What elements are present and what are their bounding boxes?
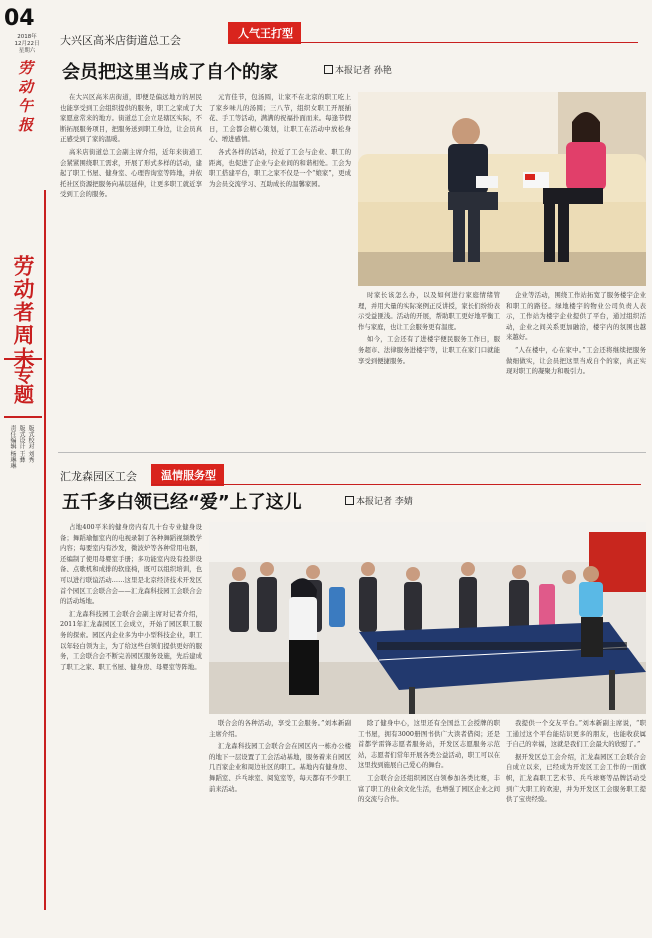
left-rule — [44, 190, 46, 910]
paragraph: 汇龙森科技园工会联合会副主席对记者介绍，2011年汇龙森园区工会成立，开始了园区职工服务的探索。园区内企业多为中小型科技企业，职工以年轻白领为主，为了给这些白领们提供更好的服务，工会联合会不断完善园区服务设施，先后建成了职工之家、职工书屋、健身房、母婴室等阵地。 — [60, 609, 202, 671]
article-divider — [58, 452, 646, 453]
article1-tag-rule — [228, 42, 638, 43]
paragraph: “人在楼中，心在家中。”工会还将继续把服务做细做实，让会员把这里当成自个的家，真正实现对职工的凝聚力和吸引力。 — [506, 345, 646, 376]
paragraph: 时家长该怎么办，以及如何进行家庭情绪管理，并用大量的实际案例正反讲授，家长们纷纷表示受益匪浅。活动的开展，帮助职工更好地平衡工作与家庭，也让工会服务更有温度。 — [358, 291, 500, 331]
credit-design: 版式设计 王彝 — [18, 425, 25, 463]
paragraph: 我提供一个交友平台。”刘本新副主席说，“职工通过这个平台能结识更多的朋友，也能收获属于自己的幸福，这就是我们工会最大的欣慰了。” — [506, 719, 646, 749]
article1-byline-text: 本报记者 孙艳 — [335, 66, 392, 76]
photo-lounge-interview — [358, 92, 646, 286]
credit-proofread: 版式校对 刘秀 — [27, 425, 34, 463]
article1-column-3 — [358, 290, 500, 368]
article1-column-2 — [209, 92, 351, 191]
photo-table-tennis — [209, 522, 646, 714]
issue-date — [12, 34, 42, 55]
article2-column-3 — [358, 718, 500, 807]
article1-header — [58, 8, 648, 88]
paragraph: 联合会的各种活动，享受工会服务。”刘本新副主席介绍。 — [209, 719, 351, 738]
article1-title[interactable]: 会员把这里当成了自个的家 — [62, 62, 278, 83]
newspaper-brand: 劳动午报 — [16, 60, 34, 136]
page-number: 04 — [4, 6, 35, 31]
article1-tag: 人气王打型 — [228, 22, 301, 44]
article2-kicker: 汇龙森园区工会 — [60, 470, 137, 483]
article2-title[interactable]: 五千多白领已经“爱”上了这儿 — [62, 492, 302, 513]
article2-column-2 — [209, 718, 351, 796]
paragraph: 企业等活动，围绕工作站拓宽了服务楼宇企业和职工的路径。绿地楼宇的物业公司负责人表示，工作站为楼宇企业提供了平台，通过组织活动，企业之间关系更加融洽，楼宇内的氛围也越来越好。 — [506, 291, 646, 342]
article2-byline-text: 本报记者 李婧 — [356, 497, 413, 507]
paragraph: 汇龙森科技园工会联合会在园区内一栋办公楼的地下一层设置了工会活动基地，服务着来自园区几百家企业和周边社区的职工。基地内有健身房、舞蹈室、乒乓球室、阅览室等，每天都有不少职工前来活动。 — [209, 742, 351, 793]
section-name: 劳动者周末 — [11, 255, 35, 370]
byline-square-icon — [324, 65, 333, 74]
paragraph: 如今，工会还有了进楼宇便民服务工作日，服务超市、法律服务进楼宇等，让职工在家门口就能享受到便捷服务。 — [358, 335, 500, 365]
article2-tag: 温情服务型 — [151, 464, 224, 486]
paragraph: 工会联合会还组织园区白领参加各类比赛，丰富了职工的业余文化生活，也增强了园区企业之间的交流与合作。 — [358, 773, 500, 804]
date-year: 2018年 — [17, 34, 37, 40]
paragraph: 元宵佳节，包汤圆，让家不在北京的职工吃上了家乡味儿的汤圆；三八节，组织女职工开展插花、手工等活动，满满的祝福扑面而来。每逢节假日，工会都会精心策划，让职工在活动中放松身心、增进感情。 — [209, 93, 351, 144]
paragraph: 高米店街道总工会副主席介绍，近年来街道工会紧紧围绕职工需求，开展了形式多样的活动，建起了职工书屋、健身室、心理咨询室等阵地，并依托社区资源把服务向基层延伸，让更多职工就近享受到工会的服务。 — [60, 147, 202, 199]
paragraph: 占地400平米的健身房内有几十台专业健身设备；舞蹈瑜伽室内的电视录制了各种舞蹈视频教学内容；每要室内有沙发，微波炉等各种常用电器，还编制了使用母婴室手册；多功能室内设有投影设备、点歌机和成排的软座椅，既可以组织培训，也可以进行联谊活动……这里是北京经济技术开发区首个园区工会联合会——汇龙森科技园工会联合会的活动场地。 — [60, 523, 202, 606]
editorial-credits — [8, 425, 35, 515]
date-day: 12月22日 — [14, 41, 40, 47]
paragraph: 在大兴区高米店街道，即便是偏远地方的居民也能享受到工会组织提供的服务，职工之家成了大家愿意常来的地方。街道总工会立足辖区实际，不断拓展服务项目，把服务送到职工身边，让会员真正感受到了家的温暖。 — [60, 93, 202, 144]
article2-column-4 — [506, 718, 646, 807]
paragraph: 据开发区总工会介绍，汇龙森园区工会联合会自成立以来，已经成为开发区工会工作的一面旗帜，汇龙森职工艺术节、兵乓球赛等品牌活动受到广大职工的欢迎，并为开发区工会服务职工提供了宝贵经验。 — [506, 752, 646, 804]
article2-tag-rule — [151, 484, 641, 485]
byline-square-icon — [345, 496, 354, 505]
credit-editor: 责任编辑 杨琳琳 — [9, 425, 16, 469]
topic-label: 专题 — [10, 364, 35, 404]
masthead-strip — [0, 0, 48, 938]
paragraph: 各式各样的活动，拉近了工会与企业、职工的距离，也促进了企业与企业间的和谐相处。工会为职工搭建平台，职工之家不仅是一个“娘家”，更成为会员交流学习、互助成长的温馨家园。 — [209, 147, 351, 188]
article2-byline — [345, 494, 413, 507]
article1-column-4 — [506, 290, 646, 379]
date-weekday: 星期六 — [18, 48, 36, 54]
paragraph: 除了健身中心，这里还有全国总工会授牌的职工书屋，拥有3000册图书供广大读者借阅；还是首都学雷锋志愿者服务站，开发区志愿服务示范站，志愿者们常年开展各类公益活动，职工可以在这里找到施展自己爱心的舞台。 — [358, 719, 500, 770]
topic-box — [4, 358, 42, 418]
article1-kicker: 大兴区高米店街道总工会 — [60, 34, 181, 47]
article1-byline — [324, 63, 392, 76]
article1-column-1 — [60, 92, 202, 202]
article2-column-1 — [60, 522, 202, 674]
